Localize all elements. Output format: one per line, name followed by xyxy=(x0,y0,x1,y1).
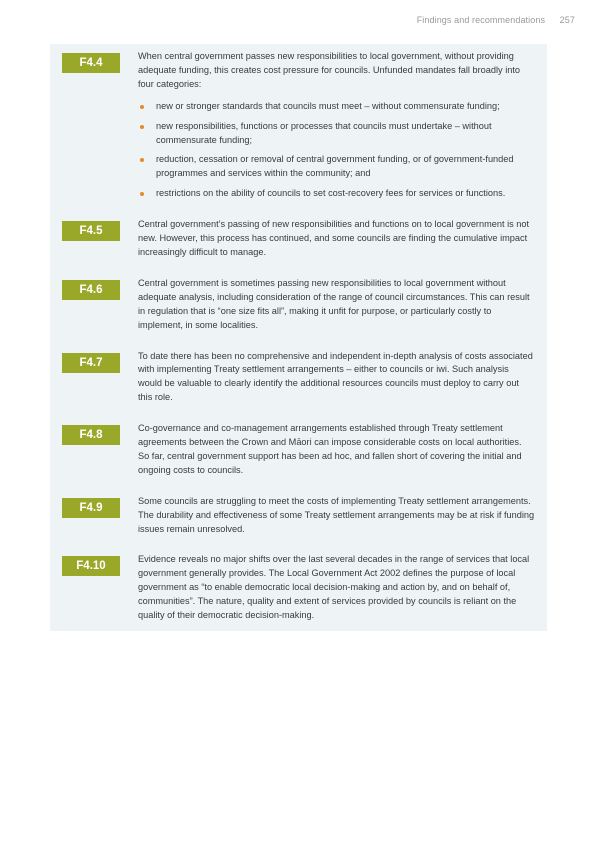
finding-body xyxy=(138,277,535,333)
bullet-text: reduction, cessation or removal of central government funding, or of government-funded programmes and services within the community; and xyxy=(156,154,514,179)
finding-text: To date there has been no comprehensive and independent in-depth analysis of costs associated with implementing Treaty settlement arrangements – either to councils or iwi. Such analysis would be valuable to clearly identify the additional resources councils must deploy to carry out this role. xyxy=(138,350,533,403)
finding-f4-10 xyxy=(50,553,547,623)
finding-badge: F4.5 xyxy=(62,221,120,241)
finding-badge: F4.7 xyxy=(62,353,120,373)
finding-body xyxy=(138,422,535,478)
finding-f4-7 xyxy=(50,350,547,406)
finding-f4-4 xyxy=(50,50,547,201)
finding-f4-9 xyxy=(50,495,547,537)
bullet-text: new responsibilities, functions or processes that councils must undertake – without commensurate funding; xyxy=(156,120,492,145)
finding-body xyxy=(138,218,535,260)
finding-body xyxy=(138,553,535,623)
bullet-text: new or stronger standards that councils must meet – without commensurate funding; xyxy=(156,100,500,111)
finding-text: Some councils are struggling to meet the costs of implementing Treaty settlement arrangements. The durability and effectiveness of some Treaty settlement arrangements may be at risk if funding issues remain unresolved. xyxy=(138,495,535,534)
page-number: 257 xyxy=(559,15,575,25)
finding-text: Central government is sometimes passing new responsibilities to local government without adequate analysis, including consideration of the range of council circumstances. This can result in regulation that is “one size fits all”, making it unfit for purpose, or particularly costly to implement, in some localities. xyxy=(138,277,530,330)
finding-text: Evidence reveals no major shifts over the last several decades in the range of services that local government generally provides. The Local Government Act 2002 defines the purpose of local government as “to enable democratic local decision-making and action by, and on behalf of, communities”. The nature, quality and extent of services provided by councils is reliant on the quality of their democratic decision-making. xyxy=(138,554,530,621)
bullet-item xyxy=(138,153,535,181)
bullet-item xyxy=(138,100,535,114)
finding-badge: F4.9 xyxy=(62,498,120,518)
bullet-text: restrictions on the ability of councils to set cost-recovery fees for services or functions. xyxy=(156,188,506,199)
finding-badge: F4.6 xyxy=(62,280,120,300)
bullet-item xyxy=(138,187,535,201)
finding-f4-8 xyxy=(50,422,547,478)
finding-badge: F4.10 xyxy=(62,556,120,576)
finding-body xyxy=(138,50,535,201)
bullet-dot-icon xyxy=(140,105,144,109)
bullet-dot-icon xyxy=(140,125,144,129)
findings-panel xyxy=(50,44,547,631)
section-title: Findings and recommendations xyxy=(416,15,546,25)
finding-body xyxy=(138,495,535,537)
finding-text: Co-governance and co-management arrangements established through Treaty settlement agreements between the Crown and Māori can impose considerable costs on local authorities. So far, central government support has been ad hoc, and fallen short of covering the initial and ongoing costs to councils. xyxy=(138,423,522,475)
finding-text: Central government’s passing of new responsibilities and functions on to local government is not new. However, this process has continued, and some councils are finding the cumulative impact increasingly difficult to manage. xyxy=(138,219,530,257)
finding-badge: F4.4 xyxy=(62,53,120,73)
running-header xyxy=(417,15,575,25)
bullet-item xyxy=(138,120,535,148)
finding-f4-6 xyxy=(50,277,547,333)
bullet-dot-icon xyxy=(140,192,144,196)
finding-body xyxy=(138,350,535,406)
bullet-list xyxy=(138,100,535,201)
bullet-dot-icon xyxy=(140,158,144,162)
finding-badge: F4.8 xyxy=(62,425,120,445)
finding-text: When central government passes new responsibilities to local government, without providing adequate funding, this creates cost pressure for councils. Unfunded mandates fall broadly into four categories: xyxy=(138,51,521,89)
finding-f4-5 xyxy=(50,218,547,260)
